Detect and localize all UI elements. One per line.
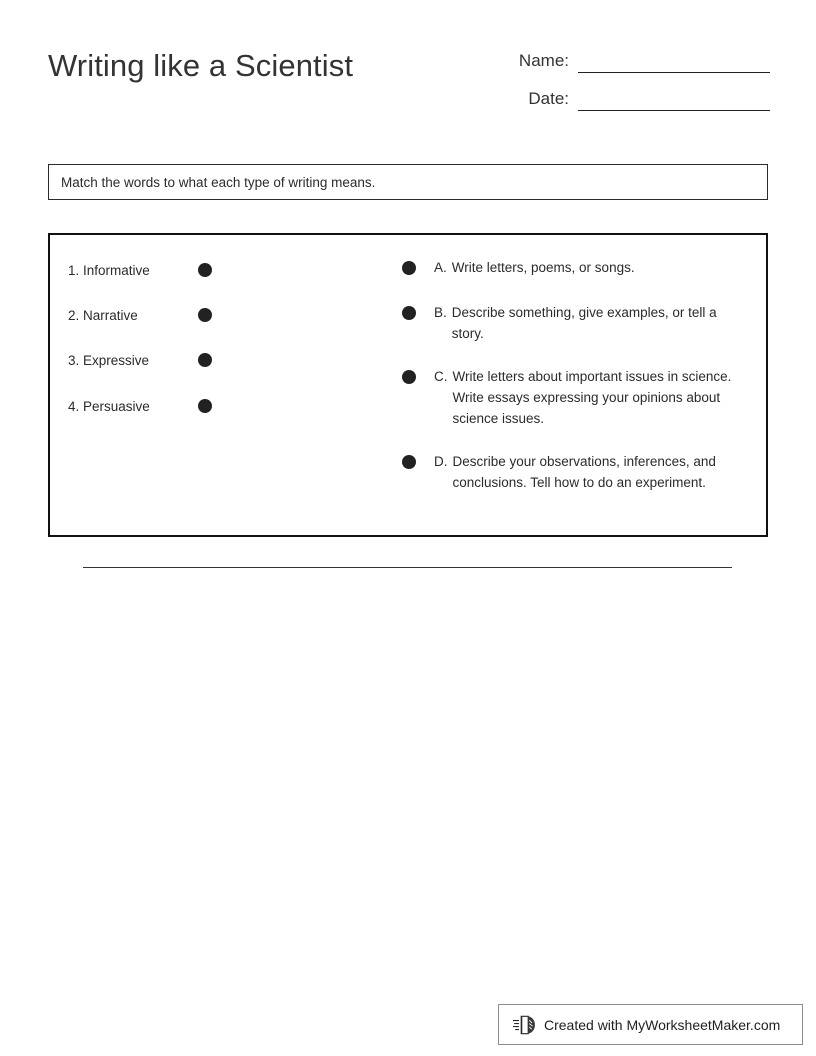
name-label: Name:	[518, 51, 569, 70]
list-item[interactable]	[402, 451, 762, 493]
list-item[interactable]	[68, 304, 318, 326]
right-item-body: Describe your observations, inferences, and conclusions. Tell how to do an experiment.	[452, 454, 716, 490]
myworksheetmaker-logo-icon	[513, 1014, 537, 1036]
right-item-letter: C.	[434, 369, 448, 384]
right-dot-wrap	[402, 366, 434, 384]
left-dot-wrap	[198, 304, 212, 326]
right-item-letter: A.	[434, 260, 447, 275]
list-item[interactable]	[68, 349, 318, 371]
footer-credit-text: Created with MyWorksheetMaker.com	[544, 1016, 781, 1033]
bullet-dot-icon[interactable]	[402, 370, 416, 384]
right-dot-wrap	[402, 257, 434, 275]
left-item-label: 3. Expressive	[68, 352, 150, 368]
bullet-dot-icon[interactable]	[198, 308, 212, 322]
answer-divider-rule	[83, 567, 732, 568]
right-dot-wrap	[402, 302, 434, 320]
right-item-body: Write letters, poems, or songs.	[451, 260, 635, 275]
right-item-body: Write letters about important issues in science. Write essays expressing your opinions about science issues.	[452, 369, 732, 426]
right-dot-wrap	[402, 451, 434, 469]
list-item[interactable]	[402, 366, 762, 429]
left-item-label: 1. Informative	[68, 262, 150, 278]
name-field-row	[440, 50, 770, 73]
left-dot-wrap	[198, 259, 212, 281]
left-dot-wrap	[198, 349, 212, 371]
left-dot-wrap	[198, 395, 212, 417]
right-item-letter: D.	[434, 454, 448, 469]
bullet-dot-icon[interactable]	[198, 263, 212, 277]
bullet-dot-icon[interactable]	[198, 399, 212, 413]
date-field-row	[440, 88, 770, 111]
date-label: Date:	[528, 89, 569, 108]
left-item-label: 2. Narrative	[68, 307, 138, 323]
matching-exercise-box	[48, 233, 768, 537]
bullet-dot-icon[interactable]	[402, 306, 416, 320]
list-item[interactable]	[68, 259, 318, 281]
bullet-dot-icon[interactable]	[198, 353, 212, 367]
page-title: Writing like a Scientist	[48, 48, 354, 83]
right-item-text	[434, 366, 749, 429]
date-input[interactable]	[578, 88, 770, 111]
worksheet-header	[0, 0, 816, 140]
list-item[interactable]	[402, 257, 762, 278]
bullet-dot-icon[interactable]	[402, 261, 416, 275]
right-item-text	[434, 257, 635, 278]
right-item-text	[434, 451, 749, 493]
right-item-body: Describe something, give examples, or tell a story.	[451, 305, 717, 341]
instruction-box	[48, 164, 768, 200]
bullet-dot-icon[interactable]	[402, 455, 416, 469]
instruction-text: Match the words to what each type of writing means.	[61, 174, 376, 190]
footer-credit-badge[interactable]	[498, 1004, 803, 1045]
list-item[interactable]	[68, 395, 318, 417]
list-item[interactable]	[402, 302, 762, 344]
right-item-letter: B.	[434, 305, 447, 320]
name-input[interactable]	[578, 50, 770, 73]
right-item-text	[434, 302, 748, 344]
left-item-label: 4. Persuasive	[68, 398, 150, 414]
